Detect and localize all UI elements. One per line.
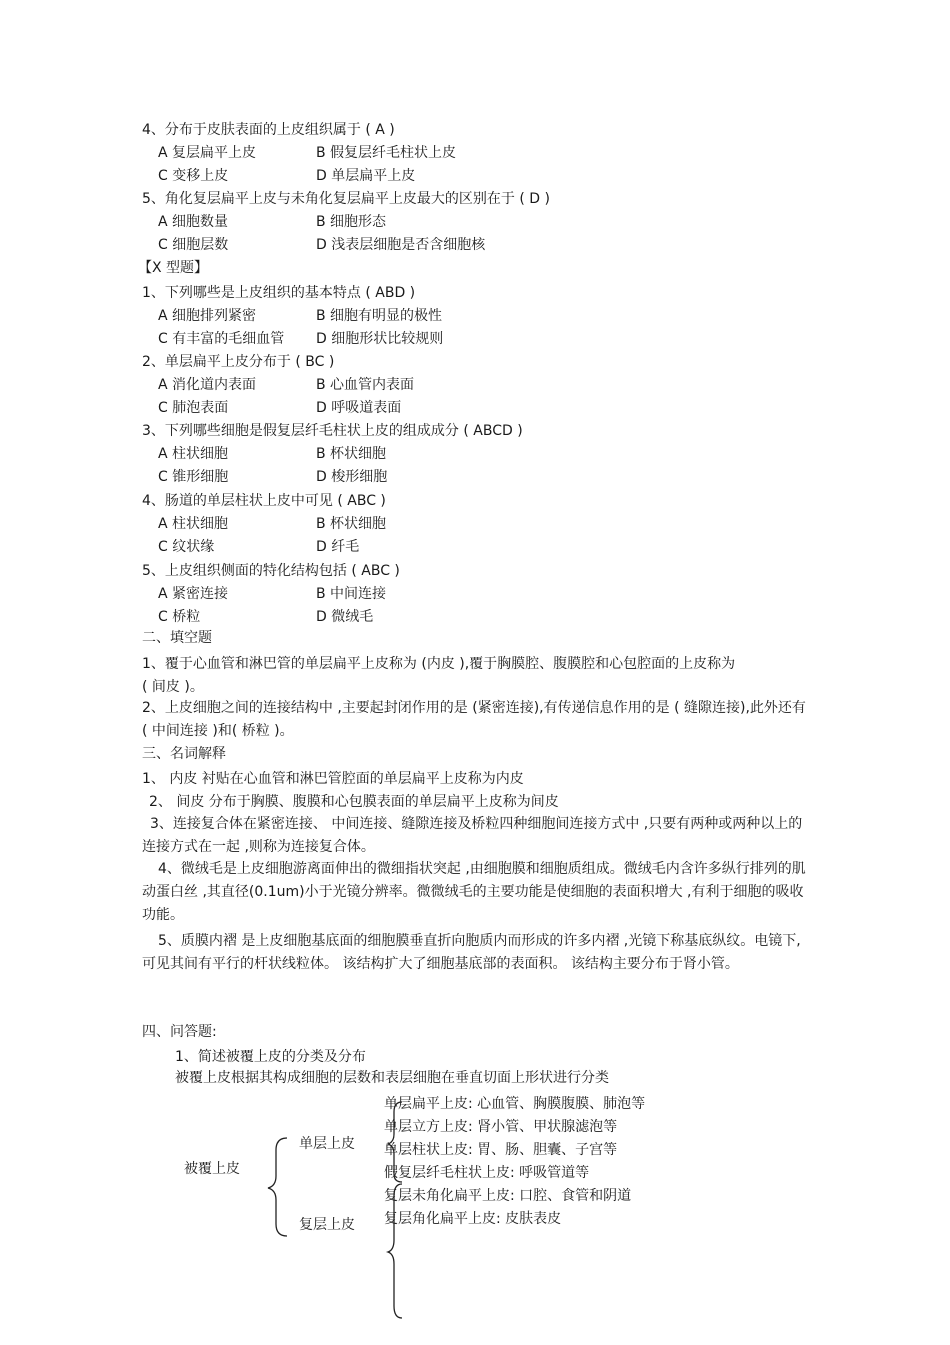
option-a: A 细胞排列紧密	[158, 308, 257, 324]
question-4: 4、分布于皮肤表面的上皮组织属于 ( A )	[142, 122, 395, 138]
option-a: A 消化道内表面	[158, 377, 257, 393]
option-a: A 细胞数量	[158, 214, 229, 230]
fill-item-1-line-1: 1、覆于心血管和淋巴管的单层扁平上皮称为 (内皮 ),覆于胸膜腔、腹膜腔和心包腔面的上皮称为	[142, 656, 736, 672]
option-a: A 紧密连接	[158, 586, 229, 602]
fill-heading: 二、填空题	[142, 630, 212, 646]
option-b: B 心血管内表面	[316, 377, 415, 393]
option-d: D 微绒毛	[316, 609, 374, 625]
option-c: C 肺泡表面	[158, 400, 229, 416]
diagram-branch-single: 单层上皮	[299, 1136, 355, 1152]
qa-question-1: 1、简述被覆上皮的分类及分布	[175, 1049, 366, 1065]
option-b: B 细胞形态	[316, 214, 387, 230]
qa-heading: 四、问答题:	[142, 1024, 217, 1040]
option-d: D 梭形细胞	[316, 469, 388, 485]
option-c: C 桥粒	[158, 609, 201, 625]
term-2: 2、 间皮 分布于胸膜、腹膜和心包膜表面的单层扁平上皮称为间皮	[149, 794, 559, 810]
diagram-root-label: 被覆上皮	[184, 1161, 240, 1177]
qa-answer-intro: 被覆上皮根据其构成细胞的层数和表层细胞在垂直切面上形状进行分类	[175, 1070, 609, 1086]
option-a: A 柱状细胞	[158, 446, 229, 462]
terms-heading: 三、名词解释	[142, 746, 226, 762]
term-4: 4、微绒毛是上皮细胞游离面伸出的微细指状突起 ,由细胞膜和细胞质组成。微绒毛内含许多纵行排列的肌动蛋白丝 ,其直径(0.1um)小于光镜分辨率。微微绒毛的主要功能是使细胞的表面积增大 ,有利于细胞的吸收功能。	[142, 861, 806, 923]
option-d: D 纤毛	[316, 539, 360, 555]
x-type-heading: 【X 型题】	[138, 260, 209, 276]
multi-layer-brace	[388, 1184, 402, 1318]
term-3: 3、连接复合体在紧密连接、 中间连接、缝隙连接及桥粒四种细胞间连接方式中 ,只要有两种或两种以上的连接方式在一起 ,则称为连接复合体。	[142, 816, 803, 855]
term-5: 5、质膜内褶 是上皮细胞基底面的细胞膜垂直折向胞质内而形成的许多内褶 ,光镜下称基底纵纹。电镜下,可见其间有平行的杆状线粒体。 该结构扩大了细胞基底部的表面积。 该结构主要分布于肾小管。	[142, 933, 801, 972]
option-b: B 杯状细胞	[316, 446, 387, 462]
option-c: C 细胞层数	[158, 237, 229, 253]
diagram-leaf: 单层扁平上皮: 心血管、胸膜腹膜、肺泡等	[384, 1096, 646, 1112]
option-d: D 细胞形状比较规则	[316, 331, 444, 347]
diagram-leaf: 复层未角化扁平上皮: 口腔、食管和阴道	[384, 1188, 632, 1204]
x-question-1: 1、下列哪些是上皮组织的基本特点 ( ABD )	[142, 285, 416, 301]
question-5: 5、角化复层扁平上皮与未角化复层扁平上皮最大的区别在于 ( D )	[142, 191, 550, 207]
diagram-leaf: 单层立方上皮: 肾小管、甲状腺滤泡等	[384, 1119, 618, 1135]
root-brace	[268, 1138, 287, 1236]
option-c: C 有丰富的毛细血管	[158, 331, 285, 347]
option-d: D 单层扁平上皮	[316, 168, 416, 184]
option-d: D 浅表层细胞是否含细胞核	[316, 237, 486, 253]
diagram-branch-multi: 复层上皮	[299, 1217, 355, 1233]
fill-item-1-line-2: ( 间皮 )。	[142, 679, 204, 695]
option-c: C 锥形细胞	[158, 469, 229, 485]
term-1: 1、 内皮 衬贴在心血管和淋巴管腔面的单层扁平上皮称为内皮	[142, 771, 524, 787]
diagram-leaf: 假复层纤毛柱状上皮: 呼吸管道等	[384, 1165, 590, 1181]
option-c: C 变移上皮	[158, 168, 229, 184]
option-a: A 复层扁平上皮	[158, 145, 257, 161]
x-question-5: 5、上皮组织侧面的特化结构包括 ( ABC )	[142, 563, 400, 579]
option-b: B 中间连接	[316, 586, 387, 602]
x-question-2: 2、单层扁平上皮分布于 ( BC )	[142, 354, 335, 370]
option-b: B 细胞有明显的极性	[316, 308, 443, 324]
option-a: A 柱状细胞	[158, 516, 229, 532]
diagram-leaf: 单层柱状上皮: 胃、肠、胆囊、子宫等	[384, 1142, 618, 1158]
option-c: C 纹状缘	[158, 539, 215, 555]
option-b: B 假复层纤毛柱状上皮	[316, 145, 457, 161]
single-layer-brace	[388, 1102, 402, 1182]
diagram-leaf: 复层角化扁平上皮: 皮肤表皮	[384, 1211, 562, 1227]
option-b: B 杯状细胞	[316, 516, 387, 532]
x-question-3: 3、下列哪些细胞是假复层纤毛柱状上皮的组成成分 ( ABCD )	[142, 423, 523, 439]
fill-item-2: 2、上皮细胞之间的连接结构中 ,主要起封闭作用的是 (紧密连接),有传递信息作用的是 ( 缝隙连接),此外还有( 中间连接 )和( 桥粒 )。	[142, 700, 806, 739]
option-d: D 呼吸道表面	[316, 400, 402, 416]
x-question-4: 4、肠道的单层柱状上皮中可见 ( ABC )	[142, 493, 386, 509]
